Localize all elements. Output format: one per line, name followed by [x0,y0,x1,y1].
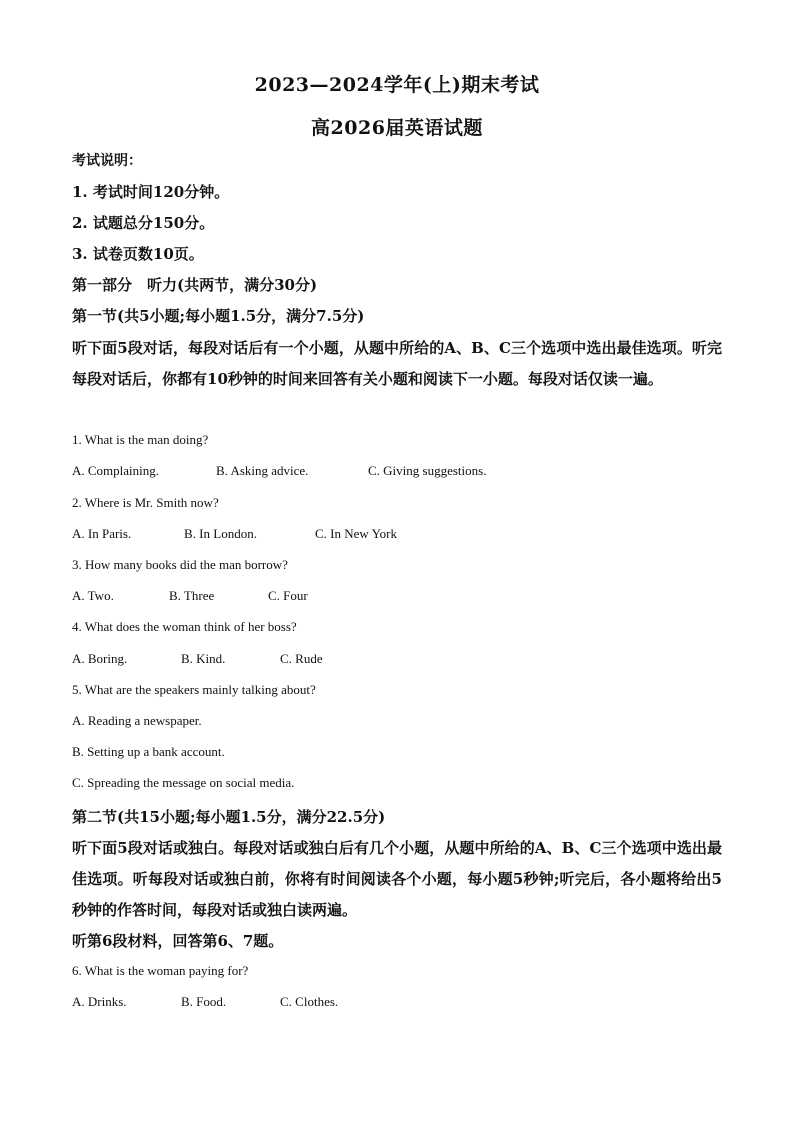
option-a: A. Reading a newspaper. [72,713,202,728]
question-1-options [72,463,486,479]
option-c: C. Giving suggestions. [368,463,487,478]
option-a: A. In Paris. [72,526,132,541]
question-2-options [72,526,397,542]
question-4-options [72,651,323,667]
option-a: A. Complaining. [72,463,160,478]
question-1: 1. What is the man doing? [72,432,209,447]
part1-heading: 第一部分 听力(共两节，满分30分) [72,276,318,294]
exam-title: 2023—2024学年(上)期末考试 [254,74,540,96]
question-5: 5. What are the speakers mainly talking about? [72,682,316,697]
section2-directions: 听下面5段对话或独白。每段对话或独白后有几个小题，从题中所给的A、B、C三个选项中选出最佳选项。听每段对话或独白前，你将有时间阅读各个小题，每小题5秒钟;听完后，各小题将给出5秒钟的作答时间，每段对话或独白读两遍。 [72,839,722,919]
exam-subtitle: 高2026届英语试题 [311,117,483,139]
option-c: C. Clothes. [280,994,339,1009]
option-c: C. Four [268,588,308,603]
option-b: B. Food. [181,994,227,1009]
option-a: A. Boring. [72,651,128,666]
question-3: 3. How many books did the man borrow? [72,557,288,572]
option-c: C. Rude [280,651,323,666]
option-b: B. Three [169,588,215,603]
option-c: C. Spreading the message on social media. [72,775,295,790]
question-4: 4. What does the woman think of her boss? [72,619,297,634]
question-3-options [72,588,308,604]
option-b: B. Setting up a bank account. [72,744,225,759]
instruction-item: 2. 试题总分150分。 [72,214,215,232]
instructions-heading: 考试说明： [72,153,142,169]
question-6: 6. What is the woman paying for? [72,963,249,978]
question-2: 2. Where is Mr. Smith now? [72,495,219,510]
question-6-options [72,994,338,1010]
option-a: A. Two. [72,588,114,603]
section1-heading: 第一节(共5小题;每小题1.5分，满分7.5分) [72,307,365,325]
section1-directions: 听下面5段对话，每段对话后有一个小题，从题中所给的A、B、C三个选项中选出最佳选项。听完每段对话后，你都有10秒钟的时间来回答有关小题和阅读下一小题。每段对话仅读一遍。 [72,339,722,388]
section2-heading: 第二节(共15小题;每小题1.5分，满分22.5分) [72,808,386,826]
option-c: C. In New York [315,526,397,541]
option-b: B. In London. [184,526,257,541]
option-b: B. Asking advice. [216,463,309,478]
material-instruction: 听第6段材料，回答第6、7题。 [72,932,284,950]
instruction-item: 1. 考试时间120分钟。 [72,183,230,201]
option-a: A. Drinks. [72,994,127,1009]
instruction-item: 3. 试卷页数10页。 [72,245,204,263]
option-b: B. Kind. [181,651,226,666]
